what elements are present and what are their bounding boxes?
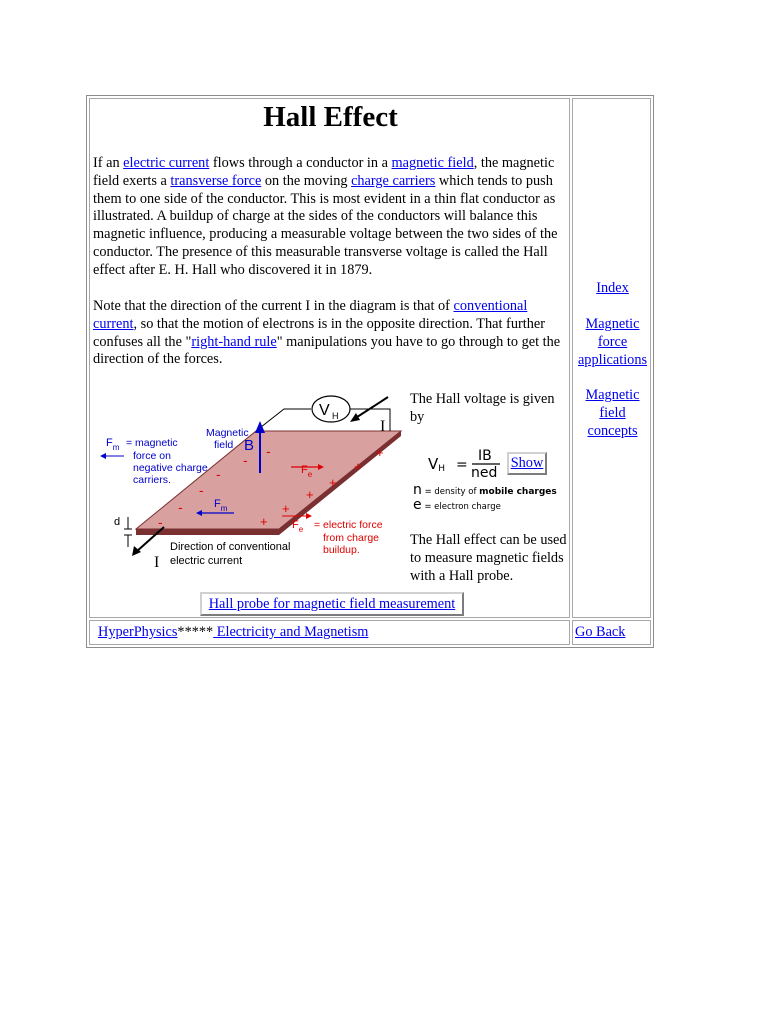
- text: , so that the motion of electrons is in the opposite direction. That further confuses all the ": [93, 315, 545, 350]
- sidebar-cell: [572, 98, 651, 618]
- mfa-line-1: Magnetic: [585, 316, 640, 332]
- fe-legend-label: [292, 519, 304, 534]
- minus-1: -: [158, 514, 163, 530]
- hall-probe-text: The Hall effect can be used to measure magnetic fields with a Hall probe.: [410, 532, 567, 584]
- formula-numerator: IB: [478, 448, 492, 464]
- fm-sym: F: [106, 437, 113, 449]
- mfa-line-2: force: [597, 333, 628, 350]
- e-definition: [413, 497, 501, 513]
- fe-desc-3: buildup.: [323, 544, 360, 556]
- fm-plate-sym: F: [214, 498, 221, 510]
- link-transverse-force[interactable]: transverse force: [170, 172, 262, 189]
- link-electric-current[interactable]: electric current: [123, 155, 210, 171]
- field-label-2: field: [214, 439, 234, 451]
- text: Note that the direction of the current I in the diagram is that of: [93, 298, 454, 314]
- footer-back-cell: [572, 620, 651, 645]
- text: , the magnetic field exerts a: [93, 155, 555, 189]
- sidebar-link-magnetic-field-concepts[interactable]: [573, 387, 652, 440]
- e-desc: = electron charge: [421, 502, 501, 512]
- page-title: Hall Effect: [263, 101, 398, 133]
- footer-back: [575, 624, 625, 641]
- minus-3: -: [199, 482, 204, 498]
- n-desc-a: = density of: [421, 487, 480, 497]
- text: If an: [93, 155, 124, 171]
- fe-legend-sym: F: [292, 519, 299, 531]
- conv-current-2: electric current: [170, 555, 243, 567]
- fm-plate-sub: m: [220, 504, 228, 513]
- fe-desc-1: = electric force: [314, 519, 383, 531]
- hall-probe-button[interactable]: Hall probe for magnetic field measurement: [200, 592, 464, 616]
- formula-v: V: [428, 455, 439, 473]
- footer-stars: *****: [177, 624, 214, 640]
- text: which tends to push them to one side of the conductor. This is most evident in a thin flat conductor as illustrated. A buildup of charge at the sides of the conductors will balance this magnetic influence, producing a measurable voltage between the two sides of the conductor. The presence of this measurable transverse voltage is called the Hall effect after E. H. Hall who discovered it in 1879.: [93, 172, 558, 278]
- text: flows through a conductor in a: [209, 155, 392, 171]
- main-content-cell: [89, 98, 570, 618]
- plus-4: +: [329, 475, 337, 490]
- minus-2: -: [178, 499, 183, 515]
- current-arrowhead-top: [350, 413, 360, 422]
- mfc-line-3: concepts: [587, 422, 638, 439]
- text: " manipulations you have to go through to get the direction of the forces.: [93, 333, 561, 368]
- plus-1: +: [260, 514, 268, 529]
- plus-5: +: [354, 459, 362, 474]
- show-button[interactable]: Show: [507, 452, 547, 475]
- fe-sym: F: [301, 464, 308, 476]
- fm-desc-1: = magnetic: [126, 437, 178, 449]
- plus-3: +: [306, 487, 314, 502]
- minus-4: -: [216, 466, 221, 482]
- plus-6: +: [376, 445, 384, 460]
- fe-legend-sub: e: [298, 525, 304, 534]
- n-desc-b: mobile charges: [479, 487, 557, 497]
- footer-nav-cell: [89, 620, 570, 645]
- go-back-link[interactable]: Go Back: [575, 624, 626, 640]
- sidebar-link-index[interactable]: Index: [596, 280, 629, 296]
- text: on the moving: [261, 172, 352, 189]
- voltmeter: [312, 396, 350, 422]
- link-hyperphysics[interactable]: HyperPhysics: [98, 624, 178, 640]
- field-label-1: Magnetic: [206, 427, 249, 439]
- fm-desc-3: negative charge: [133, 462, 208, 474]
- direction-paragraph: [93, 298, 567, 369]
- link-conventional-current[interactable]: conventional current: [93, 298, 528, 332]
- current-label-bottom: I: [154, 554, 160, 571]
- conv-current-1: Direction of conventional: [170, 541, 291, 553]
- current-label-top: I: [380, 418, 386, 435]
- formula-equals: =: [456, 457, 468, 473]
- hall-effect-diagram: [96, 389, 402, 579]
- fm-label: [106, 437, 120, 452]
- minus-6: -: [266, 443, 271, 459]
- n-symbol: n: [413, 482, 422, 498]
- fe-legend-arrowhead: [306, 513, 312, 519]
- field-b-symbol: B: [244, 437, 255, 454]
- n-definition: [413, 482, 557, 498]
- hall-voltage-formula: [410, 445, 575, 513]
- fe-sub: e: [307, 470, 313, 479]
- fm-desc-4: carriers.: [133, 474, 171, 486]
- content-table: [86, 95, 654, 648]
- link-electricity-magnetism[interactable]: Electricity and Magnetism: [213, 624, 369, 640]
- voltmeter-v-label: V: [319, 402, 330, 419]
- plus-2: +: [282, 501, 290, 516]
- footer-nav: [98, 624, 368, 641]
- fm-legend-arrowhead: [100, 453, 106, 459]
- hall-voltage-text: The Hall voltage is given by: [410, 391, 555, 425]
- fm-sub: m: [112, 443, 120, 452]
- field-arrowhead: [255, 421, 265, 433]
- mfc-line-1: Magnetic: [585, 387, 640, 403]
- intro-paragraph: [93, 155, 567, 280]
- fm-desc-2: force on: [133, 450, 171, 462]
- formula-lhs: [428, 455, 445, 474]
- link-charge-carriers[interactable]: charge carriers: [351, 172, 436, 189]
- thickness-d-label: d: [114, 516, 121, 528]
- mfc-line-2: field: [599, 404, 626, 421]
- formula-denominator: ned: [471, 465, 498, 481]
- mfa-line-3: applications: [577, 351, 648, 368]
- formula-h-sub: H: [438, 464, 446, 474]
- sidebar-link-magnetic-force-applications[interactable]: [573, 316, 652, 369]
- link-right-hand-rule[interactable]: right-hand rule: [191, 333, 277, 350]
- voltmeter-h-sub: H: [332, 411, 339, 421]
- link-magnetic-field[interactable]: magnetic field: [391, 155, 474, 171]
- e-symbol: e: [413, 497, 422, 513]
- fe-desc-2: from charge: [323, 532, 380, 544]
- voltmeter-wire: [256, 409, 311, 431]
- current-arrow-top: [354, 397, 388, 419]
- minus-5: -: [243, 452, 248, 468]
